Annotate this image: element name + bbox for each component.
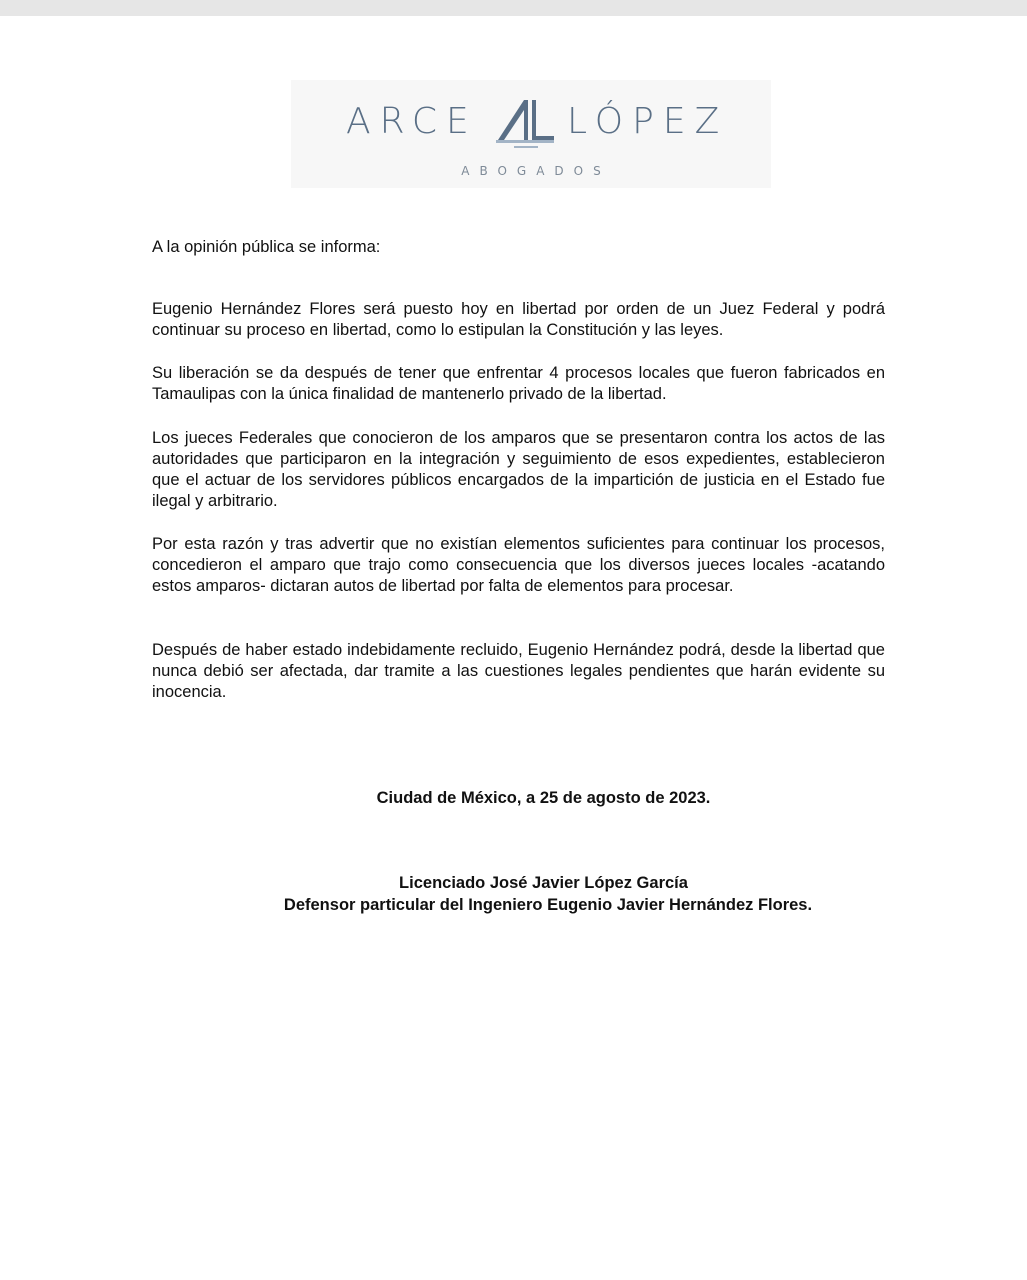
monogram-logo-icon [494,96,556,154]
paragraph: Eugenio Hernández Flores será puesto hoy en libertad por orden de un Juez Federal y podrá continuar su proceso en libertad, como lo estipulan la Constitución y las leyes. [152,300,885,339]
signatory-title: Defensor particular del Ingeniero Eugenio Javier Hernández Flores. [283,896,813,914]
greeting: A la opinión pública se informa: [152,238,381,256]
paragraph: Los jueces Federales que conocieron de los amparos que se presentaron contra los actos de las autoridades que participaron en la integración y seguimiento de esos expedientes, establecieron que el actuar de los servidores públicos encargados de la impartición de justicia en el Estado fue ilegal y arbitrario. [152,429,885,510]
signatory-name: Licenciado José Javier López García [399,874,688,892]
logo-word-right: LÓPEZ [567,101,729,142]
date-line: Ciudad de México, a 25 de agosto de 2023. [376,789,711,807]
logo-subtitle: ABOGADOS [461,164,611,178]
logo-word-left: ARCE [346,101,478,142]
paragraph: Después de haber estado indebidamente recluido, Eugenio Hernández podrá, desde la libertad que nunca debió ser afectada, dar tramite a las cuestiones legales pendientes que harán evidente su inocencia. [152,641,885,701]
paragraph: Su liberación se da después de tener que enfrentar 4 procesos locales que fueron fabricados en Tamaulipas con la única finalidad de mantenerlo privado de la libertad. [152,364,885,403]
paragraph: Por esta razón y tras advertir que no existían elementos suficientes para continuar los procesos, concedieron el amparo que trajo como consecuencia que los diversos jueces locales -acatando estos amparos- dictaran autos de libertad por falta de elementos para procesar. [152,535,885,595]
top-bar [0,0,1027,16]
